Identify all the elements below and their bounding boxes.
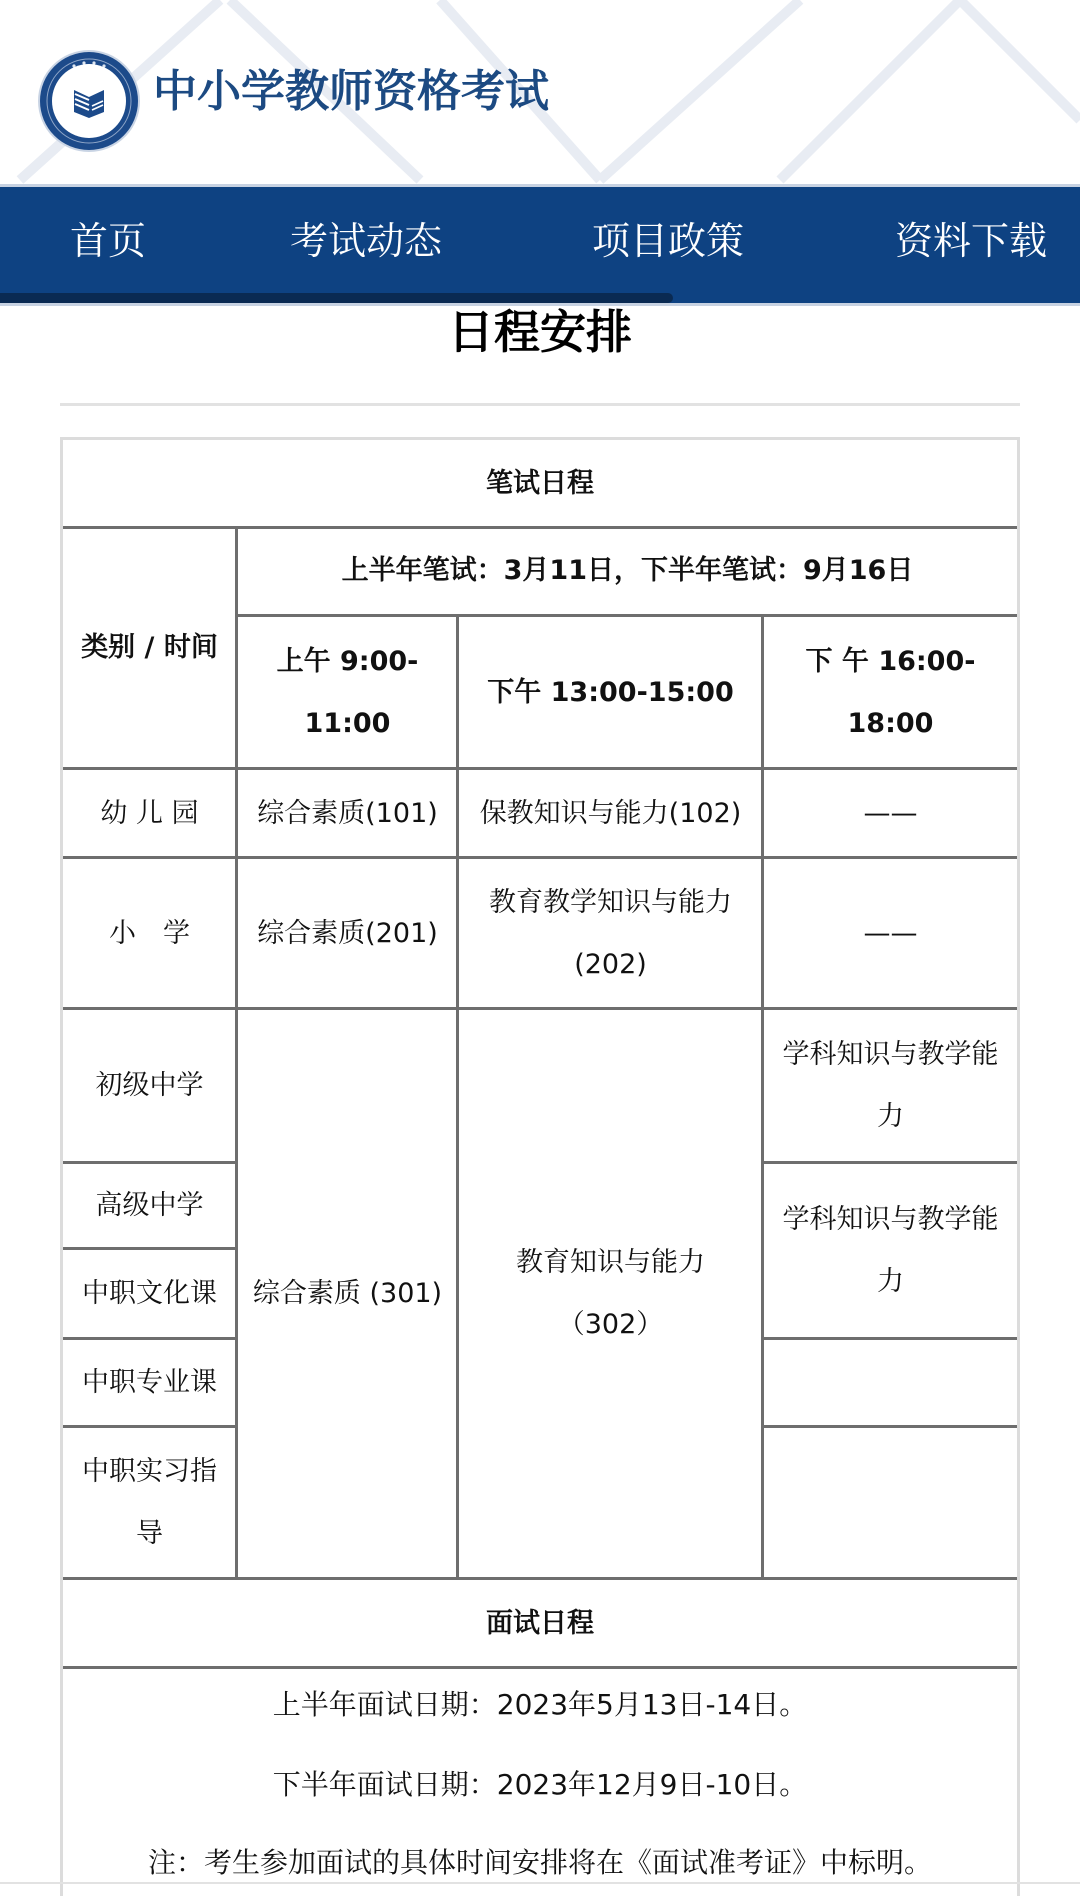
site-title[interactable]: 中小学教师资格考试 [153, 66, 549, 117]
book-chevron-icon [72, 86, 106, 118]
category-junior-high: 初级中学 [95, 1070, 204, 1101]
interview-first-half: 上半年面试日期：2023年5月13日-14日。 [272, 1688, 808, 1721]
title-divider [60, 403, 1020, 406]
subject-cell-merged: 教育知识与能力（302） [516, 1247, 705, 1340]
subject-cell: —— [863, 917, 918, 949]
content-bottom-edge [0, 1882, 1080, 1884]
category-vocational-major: 中职专业课 [82, 1367, 217, 1398]
subject-cell: —— [863, 797, 918, 829]
time-slot-evening: 下 午 16:00-18:00 [805, 645, 976, 739]
category-primary: 小 学 [109, 917, 190, 949]
written-exam-section-title: 笔试日程 [486, 467, 594, 499]
category-vocational-internship: 中职实习指导 [82, 1456, 217, 1549]
subject-cell: 学科知识与教学能力 [782, 1039, 999, 1132]
interview-section-title: 面试日程 [486, 1607, 594, 1639]
main-nav [0, 184, 1080, 306]
nav-item-policies[interactable]: 项目政策 [592, 219, 745, 263]
category-vocational-culture: 中职文化课 [82, 1278, 217, 1309]
nav-item-home[interactable]: 首页 [70, 219, 147, 263]
nav-item-downloads[interactable]: 资料下载 [895, 219, 1048, 263]
site-header [0, 0, 1080, 184]
interview-note: 注：考生参加面试的具体时间安排将在《面试准考证》中标明。 [147, 1846, 932, 1879]
time-slot-afternoon: 下午 13:00-15:00 [487, 676, 734, 708]
subject-cell: 教育教学知识与能力(202) [489, 886, 732, 980]
subject-cell-empty [764, 1428, 1017, 1578]
nav-scroll-indicator[interactable] [0, 293, 673, 303]
page-title: 日程安排 [448, 305, 632, 359]
time-slot-morning: 上午 9:00-11:00 [276, 645, 419, 739]
subject-cell: 保教知识与能力(102) [479, 797, 742, 829]
subject-cell-merged: 综合素质 (301) [252, 1278, 443, 1309]
corner-header: 类别 / 时间 [81, 631, 218, 663]
site-logo[interactable] [40, 52, 138, 150]
subject-cell: 综合素质(201) [257, 917, 438, 949]
category-senior-high: 高级中学 [95, 1190, 204, 1221]
subject-cell: 学科知识与教学能力 [782, 1204, 999, 1297]
subject-cell: 综合素质(101) [257, 797, 438, 829]
logo-inner-circle [52, 64, 126, 138]
written-exam-dates: 上半年笔试：3月11日，下半年笔试：9月16日 [341, 555, 914, 586]
nav-item-exam-news[interactable]: 考试动态 [290, 219, 443, 263]
interview-second-half: 下半年面试日期：2023年12月9日-10日。 [272, 1768, 808, 1801]
subject-cell-empty [764, 1340, 1017, 1426]
category-kindergarten: 幼 儿 园 [100, 797, 199, 829]
